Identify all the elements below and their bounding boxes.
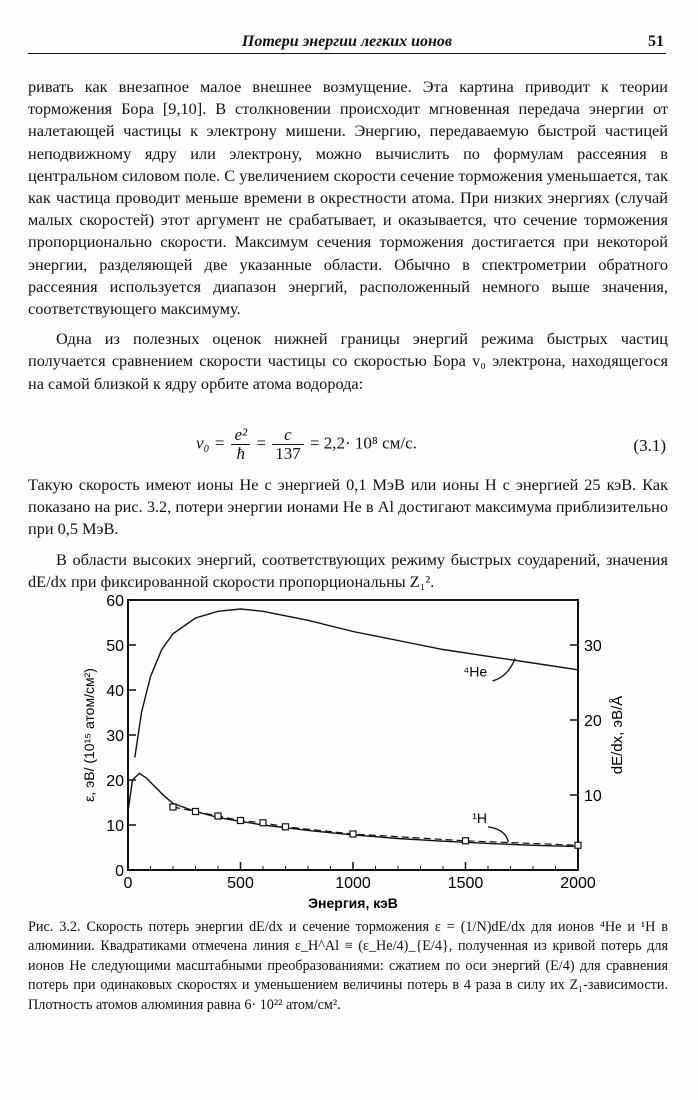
equation-number: (3.1) [633,436,666,455]
eq-frac2-num: c [272,426,304,445]
x-axis-label: Энергия, кэВ [308,895,398,911]
he4-arrow [493,659,516,682]
figure-3-2-chart [60,590,630,920]
x-tick-label-2: 1000 [335,875,371,892]
paragraph-4: В области высоких энергий, соответствующих режиму быстрых соударений, значения dE/dx при фиксированной скорости пропорциональны Z₁². [28,549,668,591]
eq-frac1-den: ħ [236,444,246,463]
eq-fraction-1 [231,426,250,463]
eq-equals: = [256,433,266,453]
paragraph-2: Одна из полезных оценок нижней границы энергий режима быстрых частиц получается сравнением скорости частицы со скоростью Бора v₀ электрона, находящегося на самой близкой к ядру орбите атома водорода: [28,329,668,393]
scaled-square-marker-3 [238,818,244,824]
equation-body [196,426,417,463]
body-text-bottom [28,474,668,593]
scaled-square-marker-7 [463,838,469,844]
header-rule [28,53,666,54]
scaled-square-marker-2 [215,813,221,819]
y-tick-label-1: 10 [106,818,124,835]
y-tick-label-3: 30 [106,728,124,745]
page-number: 51 [648,33,664,50]
paragraph-1: ривать как внезапное малое внешнее возмущение. Эта картина приводит к теории торможения Бора [9,10]. В столкновении происходит мгновенная передача энергии от налетающей частицы к электрону мишени. Энергию, передаваемую быстрой частицей неподвижному ядру или электрону, можно вычислить по формулам рассеяния в центральном силовом поле. С увеличением скорости сечение торможения уменьшается, так как частица проводит меньше времени в окрестности атома. При низких энергиях (случай малых скоростей) этот аргумент не срабатывает, и оказывается, что сечение торможения пропорционально скорости. Максимум сечения торможения достигается при некоторой энергии, разделяющей две указанные области. Обычно в спектрометрии обратного рассеяния используется диапазон энергий, расположенный немного выше значения, соответствующего максимуму. [28,77,668,319]
series-he4-label: ⁴He [463,663,488,680]
paragraph-3: Такую скорость имеют ионы He с энергией 0,1 МэВ или ионы H с энергией 25 кэВ. Как показано на рис. 3.2, потери энергии ионами He в Al достигают максимума приблизительно при 0,5 МэВ. [28,475,668,539]
right-tick-label-0: 10 [584,788,602,805]
y-tick-label-0: 0 [115,863,124,880]
scaled-square-marker-8 [575,842,581,848]
x-tick-label-0: 0 [123,875,133,892]
chart-svg [60,590,630,920]
eq-frac2-den: 137 [275,444,301,463]
y-axis-label: ε, эВ/ (10¹⁵ атом/см²) [81,668,97,802]
y-tick-label-6: 60 [106,593,124,610]
series-scaled-dashed-line [173,807,578,845]
equation-3-1 [28,420,668,472]
right-tick-label-1: 20 [584,713,602,730]
running-title: Потери энергии легких ионов [241,33,453,50]
x-tick-label-3: 1500 [447,875,484,892]
running-header [28,30,666,54]
x-tick-label-1: 500 [227,875,254,892]
scaled-square-marker-0 [170,804,176,810]
figure-caption [28,918,668,1015]
eq-fraction-2 [272,426,304,463]
scaled-square-marker-1 [193,809,199,815]
eq-rhs: = 2,2· 10⁸ см/с. [309,433,417,453]
x-tick-label-4: 2000 [560,875,596,892]
y-tick-label-2: 20 [106,773,124,790]
body-text-top [28,76,668,395]
scaled-square-marker-4 [260,820,266,826]
caption-text: Рис. 3.2. Скорость потерь энергии dE/dx и сечение торможения ε = (1/N)dE/dx для ионов ⁴He и ¹H в алюминии. Квадратиками отмечена линия ε_H^Al ≡ (ε_He/4)_{E/4}, полученная из кривой потерь для ионов He следующими масштабными преобразованиями: сжатием по оси энергий (E/4) для сравнения потерь при одинаковых скоростях и уменьшением величины потерь в 4 раза в силу их Z₁-зависимости. Плотность атомов алюминия равна 6· 10²² атом/см². [28,919,668,1013]
eq-frac1-num: e² [231,426,250,445]
right-tick-label-2: 30 [584,638,602,655]
plot-frame [128,600,578,870]
scaled-square-marker-6 [350,831,356,837]
eq-lhs: v₀ = [196,433,226,453]
scaled-square-marker-5 [283,824,289,830]
series-h1-label: ¹H [472,809,488,826]
y-tick-label-5: 50 [106,638,124,655]
h1-arrow [488,827,508,842]
y-tick-label-4: 40 [106,683,124,700]
right-axis-label: dE/dx, эВ/Å [609,695,626,775]
series-he4-line [135,609,578,758]
